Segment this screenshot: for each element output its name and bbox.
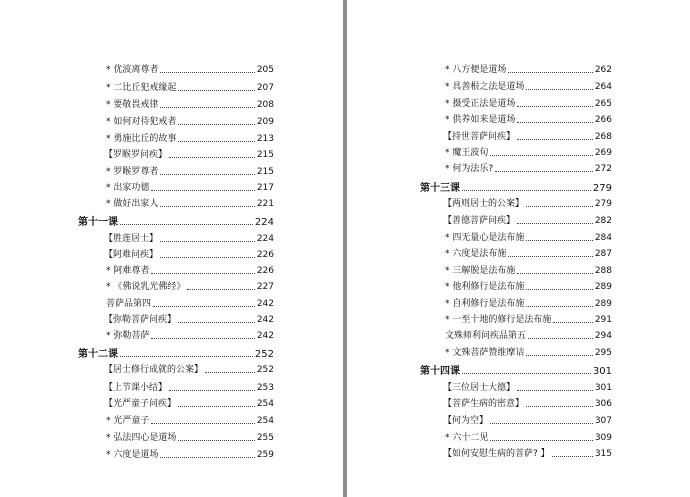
toc-right bbox=[347, 0, 690, 497]
toc-page-number: 259 bbox=[256, 450, 274, 460]
toc-page-number: 215 bbox=[256, 167, 274, 177]
toc-entry bbox=[443, 380, 612, 394]
toc-entry-title: 【善德菩萨问疾】 bbox=[443, 216, 516, 226]
toc-entry bbox=[445, 62, 612, 76]
toc-entry bbox=[445, 430, 612, 444]
dot-leader bbox=[490, 423, 593, 424]
toc-page-number: 252 bbox=[256, 365, 274, 375]
toc-entry bbox=[445, 145, 612, 159]
dot-leader bbox=[178, 322, 255, 323]
toc-entry bbox=[104, 231, 274, 245]
toc-entry-title: * 做好出家人 bbox=[106, 199, 159, 209]
toc-entry bbox=[106, 62, 274, 76]
toc-page-number: 301 bbox=[592, 366, 612, 377]
dot-leader bbox=[495, 171, 593, 172]
dot-leader bbox=[178, 124, 254, 125]
toc-page-number: 288 bbox=[594, 266, 612, 276]
toc-entry bbox=[104, 247, 274, 261]
toc-entry-title: * 六十二见 bbox=[445, 433, 489, 443]
toc-page-number: 226 bbox=[256, 250, 274, 260]
toc-entry-title: * 《佛说乳光佛经》 bbox=[106, 282, 186, 292]
toc-entry bbox=[106, 180, 274, 194]
toc-page-number: 253 bbox=[256, 383, 274, 393]
toc-page-number: 209 bbox=[256, 117, 274, 127]
toc-entry bbox=[104, 147, 274, 161]
toc-entry bbox=[445, 161, 612, 175]
toc-page-number: 307 bbox=[594, 416, 612, 426]
toc-entry bbox=[106, 131, 274, 145]
toc-entry bbox=[443, 413, 612, 427]
dot-leader bbox=[120, 356, 253, 357]
dot-leader bbox=[151, 273, 254, 274]
toc-page-number: 294 bbox=[594, 331, 612, 341]
toc-entry-title: * 四无量心是法布施 bbox=[445, 233, 525, 243]
dot-leader bbox=[517, 390, 593, 391]
toc-entry-title: 第十四课 bbox=[420, 366, 460, 377]
dot-leader bbox=[490, 155, 592, 156]
toc-entry-title: 【光严童子问疾】 bbox=[104, 399, 177, 409]
dot-leader bbox=[169, 157, 255, 158]
toc-page-number: 224 bbox=[256, 234, 274, 244]
toc-entry bbox=[445, 263, 612, 277]
toc-entry bbox=[106, 328, 274, 342]
toc-entry-title: * 摄受正法是道场 bbox=[445, 99, 516, 109]
dot-leader bbox=[526, 355, 592, 356]
toc-page-number: 221 bbox=[256, 199, 274, 209]
dot-leader bbox=[517, 273, 592, 274]
toc-page-number: 284 bbox=[594, 233, 612, 243]
toc-page-number: 207 bbox=[256, 83, 274, 93]
toc-chapter-heading bbox=[78, 214, 274, 228]
right-page bbox=[347, 0, 690, 497]
toc-entry-title: * 六度是道场 bbox=[106, 450, 159, 460]
toc-entry bbox=[445, 345, 612, 359]
toc-entry-title: 【弥勒菩萨问疾】 bbox=[104, 315, 177, 325]
dot-leader bbox=[151, 423, 254, 424]
toc-entry bbox=[106, 296, 274, 310]
toc-entry bbox=[104, 362, 274, 376]
toc-page-number: 226 bbox=[256, 266, 274, 276]
toc-chapter-heading bbox=[420, 180, 612, 194]
dot-leader bbox=[526, 206, 593, 207]
dot-leader bbox=[151, 338, 254, 339]
dot-leader bbox=[490, 440, 592, 441]
toc-page-number: 224 bbox=[254, 217, 274, 228]
dot-leader bbox=[153, 306, 255, 307]
dot-leader bbox=[526, 306, 592, 307]
toc-page-number: 287 bbox=[594, 249, 612, 259]
toc-chapter-heading bbox=[78, 346, 274, 360]
toc-entry-title: * 如何对待犯戒者 bbox=[106, 117, 177, 127]
toc-page-number: 252 bbox=[254, 349, 274, 360]
toc-entry bbox=[106, 196, 274, 210]
left-page bbox=[0, 0, 343, 497]
toc-entry-title: * 光严童子 bbox=[106, 416, 150, 426]
dot-leader bbox=[508, 72, 592, 73]
toc-entry bbox=[445, 79, 612, 93]
toc-page-number: 309 bbox=[594, 433, 612, 443]
toc-entry bbox=[106, 263, 274, 277]
toc-page-number: 265 bbox=[594, 99, 612, 109]
toc-entry-title: 【两则居士的公案】 bbox=[443, 199, 525, 209]
dot-leader bbox=[517, 106, 592, 107]
toc-entry-title: 第十二课 bbox=[78, 349, 118, 360]
toc-page-number: 264 bbox=[594, 82, 612, 92]
toc-entry bbox=[104, 312, 274, 326]
dot-leader bbox=[187, 289, 254, 290]
dot-leader bbox=[160, 206, 254, 207]
toc-entry-title: * 一至十地的修行是法布施 bbox=[445, 315, 552, 325]
dot-leader bbox=[462, 373, 591, 374]
toc-entry bbox=[445, 328, 612, 342]
dot-leader bbox=[160, 457, 254, 458]
toc-page-number: 227 bbox=[256, 282, 274, 292]
toc-entry bbox=[445, 230, 612, 244]
toc-page-number: 208 bbox=[256, 100, 274, 110]
toc-entry bbox=[106, 164, 274, 178]
toc-entry-title: 【上节课小结】 bbox=[104, 383, 168, 393]
dot-leader bbox=[160, 174, 254, 175]
dot-leader bbox=[462, 190, 591, 191]
dot-leader bbox=[178, 90, 254, 91]
toc-entry-title: * 勇施比丘的故事 bbox=[106, 134, 177, 144]
toc-entry-title: 【菩萨生病的密意】 bbox=[443, 399, 525, 409]
toc-page-number: 289 bbox=[594, 299, 612, 309]
dot-leader bbox=[160, 257, 255, 258]
toc-page-number: 262 bbox=[594, 65, 612, 75]
toc-page-number: 279 bbox=[594, 199, 612, 209]
toc-entry bbox=[106, 114, 274, 128]
toc-entry bbox=[445, 312, 612, 326]
dot-leader bbox=[553, 322, 592, 323]
dot-leader bbox=[160, 241, 255, 242]
toc-page-number: 301 bbox=[594, 383, 612, 393]
dot-leader bbox=[169, 390, 255, 391]
toc-page-number: 269 bbox=[594, 148, 612, 158]
dot-leader bbox=[526, 289, 592, 290]
toc-entry-title: 【三位居士大德】 bbox=[443, 383, 516, 393]
toc-entry-title: 第十三课 bbox=[420, 183, 460, 194]
toc-page-number: 217 bbox=[256, 183, 274, 193]
toc-entry bbox=[443, 446, 612, 460]
toc-entry bbox=[443, 196, 612, 210]
toc-entry-title: * 具善根之法是道场 bbox=[445, 82, 525, 92]
toc-entry-title: * 六度是法布施 bbox=[445, 249, 507, 259]
toc-entry bbox=[445, 279, 612, 293]
dot-leader bbox=[526, 406, 593, 407]
toc-page-number: 268 bbox=[594, 132, 612, 142]
toc-page-number: 315 bbox=[594, 449, 612, 459]
dot-leader bbox=[160, 107, 254, 108]
toc-page-number: 205 bbox=[256, 65, 274, 75]
toc-entry bbox=[106, 97, 274, 111]
toc-page-number: 279 bbox=[592, 183, 612, 194]
toc-entry-title: 文殊师利问疾品第五 bbox=[445, 331, 527, 341]
toc-entry-title: * 魔王波旬 bbox=[445, 148, 489, 158]
toc-page-number: 254 bbox=[256, 416, 274, 426]
toc-entry bbox=[443, 213, 612, 227]
toc-entry-title: * 三解脱是法布施 bbox=[445, 266, 516, 276]
dot-leader bbox=[120, 224, 253, 225]
toc-entry bbox=[106, 447, 274, 461]
dot-leader bbox=[205, 372, 255, 373]
dot-leader bbox=[528, 338, 593, 339]
toc-left bbox=[0, 0, 343, 497]
toc-entry-title: * 阿难尊者 bbox=[106, 266, 150, 276]
toc-entry-title: * 二比丘犯戒缘起 bbox=[106, 83, 177, 93]
toc-entry-title: * 要敬畏戒律 bbox=[106, 100, 159, 110]
toc-entry-title: * 自利修行是法布施 bbox=[445, 299, 525, 309]
toc-entry bbox=[445, 246, 612, 260]
toc-page-number: 255 bbox=[256, 433, 274, 443]
toc-entry-title: 【持世菩萨问疾】 bbox=[443, 132, 516, 142]
toc-entry-title: 【何为空】 bbox=[443, 416, 489, 426]
toc-entry-title: 【居士修行成就的公案】 bbox=[104, 365, 204, 375]
toc-entry bbox=[106, 279, 274, 293]
toc-entry-title: * 他利修行是法布施 bbox=[445, 282, 525, 292]
toc-page-number: 289 bbox=[594, 282, 612, 292]
toc-entry-title: 【阿难问疾】 bbox=[104, 250, 159, 260]
toc-entry-title: * 出家功德 bbox=[106, 183, 150, 193]
toc-entry bbox=[106, 80, 274, 94]
toc-page-number: 282 bbox=[594, 216, 612, 226]
toc-page-number: 295 bbox=[594, 348, 612, 358]
dot-leader bbox=[178, 440, 254, 441]
toc-entry bbox=[106, 430, 274, 444]
toc-entry bbox=[445, 112, 612, 126]
dot-leader bbox=[508, 256, 592, 257]
toc-entry-title: * 优波离尊者 bbox=[106, 65, 159, 75]
toc-entry-title: 【罗睺罗问疾】 bbox=[104, 150, 168, 160]
toc-entry-title: 【如何安慰生病的菩萨? 】 bbox=[443, 449, 550, 459]
toc-page-number: 242 bbox=[256, 299, 274, 309]
toc-page-number: 213 bbox=[256, 134, 274, 144]
toc-page-number: 306 bbox=[594, 399, 612, 409]
dot-leader bbox=[151, 190, 254, 191]
toc-page-number: 254 bbox=[256, 399, 274, 409]
dot-leader bbox=[160, 72, 254, 73]
toc-entry-title: 【胜莲居士】 bbox=[104, 234, 159, 244]
dot-leader bbox=[178, 406, 255, 407]
toc-entry-title: * 罗睺罗尊者 bbox=[106, 167, 159, 177]
toc-entry-title: * 供养如来是道场 bbox=[445, 115, 516, 125]
toc-entry bbox=[106, 413, 274, 427]
toc-entry bbox=[104, 396, 274, 410]
dot-leader bbox=[517, 122, 592, 123]
toc-entry bbox=[445, 96, 612, 110]
dot-leader bbox=[178, 141, 254, 142]
toc-entry bbox=[445, 296, 612, 310]
toc-page-number: 215 bbox=[256, 150, 274, 160]
toc-page-number: 272 bbox=[594, 164, 612, 174]
toc-entry-title: * 弘法四心是道场 bbox=[106, 433, 177, 443]
toc-chapter-heading bbox=[420, 363, 612, 377]
dot-leader bbox=[526, 240, 592, 241]
dot-leader bbox=[517, 223, 593, 224]
toc-entry-title: * 弥勒菩萨 bbox=[106, 331, 150, 341]
toc-entry-title: 菩萨品第四 bbox=[106, 299, 152, 309]
toc-page-number: 242 bbox=[256, 315, 274, 325]
toc-page-number: 266 bbox=[594, 115, 612, 125]
dot-leader bbox=[517, 139, 593, 140]
toc-page-number: 242 bbox=[256, 331, 274, 341]
toc-entry bbox=[443, 129, 612, 143]
toc-entry-title: 第十一课 bbox=[78, 217, 118, 228]
dot-leader bbox=[552, 456, 593, 457]
toc-entry bbox=[443, 396, 612, 410]
toc-entry bbox=[104, 380, 274, 394]
toc-entry-title: * 文殊菩萨赞维摩诘 bbox=[445, 348, 525, 358]
toc-page-number: 291 bbox=[594, 315, 612, 325]
toc-entry-title: * 八方便是道场 bbox=[445, 65, 507, 75]
toc-entry-title: * 何为法乐? bbox=[445, 164, 494, 174]
dot-leader bbox=[526, 89, 592, 90]
